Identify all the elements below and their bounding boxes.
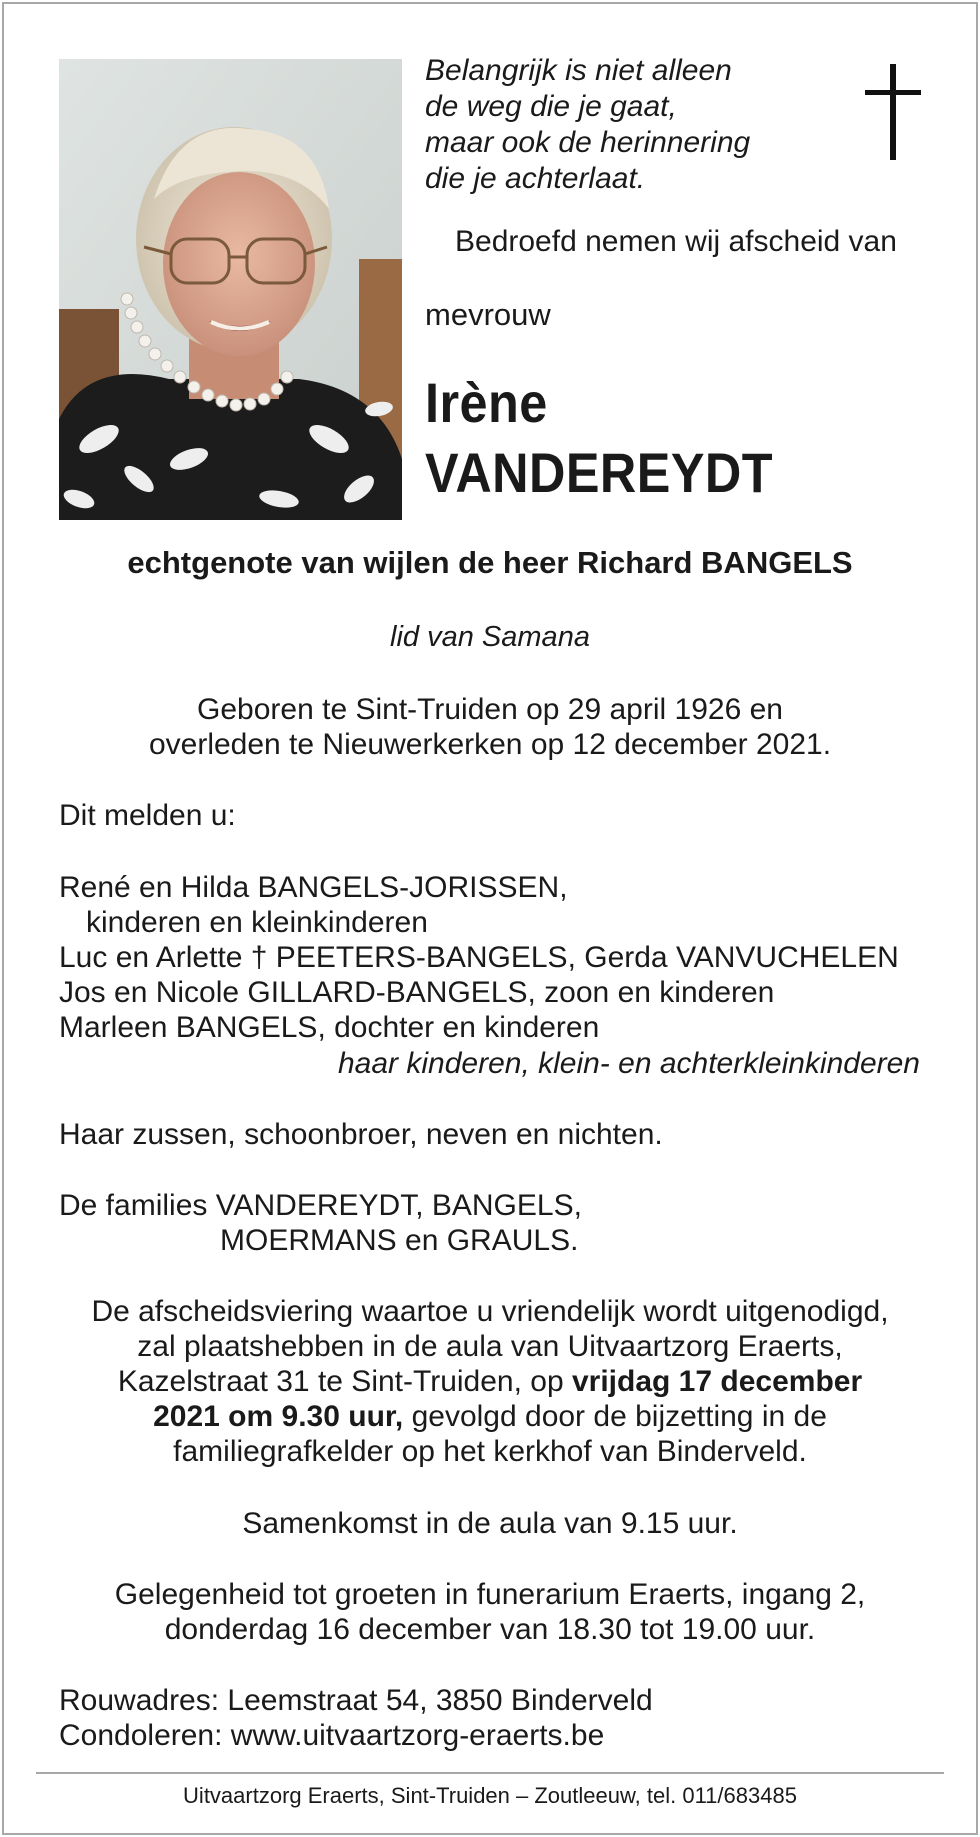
visitation-line: Gelegenheid tot groeten in funerarium Eraerts, ingang 2, <box>114 1578 866 1611</box>
family-line: Jos en Nicole GILLARD-BANGELS, zoon en kinderen <box>59 976 775 1009</box>
deceased-first-name: Irène <box>425 371 548 434</box>
service-date: vrijdag 17 december <box>571 1365 863 1398</box>
announce-header: Dit melden u: <box>59 799 236 832</box>
title-text: mevrouw <box>425 297 551 332</box>
memorial-poem <box>425 53 750 197</box>
deceased-last-name: VANDEREYDT <box>425 441 774 504</box>
families-line: De families VANDEREYDT, BANGELS, <box>59 1189 582 1222</box>
poem-line: Belangrijk is niet alleen <box>425 54 732 87</box>
gathering-line: Samenkomst in de aula van 9.15 uur. <box>242 1507 738 1540</box>
service-line: zal plaatshebben in de aula van Uitvaartzorg Eraerts, <box>137 1330 843 1363</box>
footer-divider <box>36 1772 944 1774</box>
spouse-line: echtgenote van wijlen de heer Richard BANGELS <box>127 545 853 580</box>
birth-line: Geboren te Sint-Truiden op 29 april 1926 en <box>197 693 783 726</box>
condolence-website[interactable]: Condoleren: www.uitvaartzorg-eraerts.be <box>59 1719 605 1752</box>
portrait-photo <box>59 59 402 520</box>
membership: lid van Samana <box>390 621 590 653</box>
siblings-line: Haar zussen, schoonbroer, neven en nichten. <box>59 1118 663 1151</box>
family-line: Marleen BANGELS, dochter en kinderen <box>59 1011 600 1044</box>
intro-text: Bedroefd nemen wij afscheid van <box>455 225 897 258</box>
cross-icon <box>865 64 921 160</box>
service-line <box>0 1400 980 1434</box>
mourning-address: Rouwadres: Leemstraat 54, 3850 Binderveld <box>59 1684 653 1717</box>
service-text: gevolgd door de bijzetting in de <box>403 1400 827 1433</box>
service-time: 2021 om 9.30 uur, <box>153 1400 404 1433</box>
poem-line: die je achterlaat. <box>425 162 646 195</box>
family-line: kinderen en kleinkinderen <box>86 906 428 939</box>
visitation-line: donderdag 16 december van 18.30 tot 19.00 uur. <box>164 1613 816 1646</box>
service-line: De afscheidsviering waartoe u vriendelijk wordt uitgenodigd, <box>91 1295 889 1328</box>
family-line: haar kinderen, klein- en achterkleinkinderen <box>337 1047 920 1080</box>
service-text: Kazelstraat 31 te Sint-Truiden, op <box>117 1365 572 1398</box>
family-line: René en Hilda BANGELS-JORISSEN, <box>59 871 568 904</box>
family-line: Luc en Arlette † PEETERS-BANGELS, Gerda VANVUCHELEN <box>59 941 899 974</box>
death-line: overleden te Nieuwerkerken op 12 december 2021. <box>148 728 832 761</box>
poem-line: de weg die je gaat, <box>425 90 677 123</box>
service-line <box>0 1365 980 1399</box>
funeral-home-footer: Uitvaartzorg Eraerts, Sint-Truiden – Zoutleeuw, tel. 011/683485 <box>183 1783 797 1808</box>
families-line: MOERMANS en GRAULS. <box>220 1224 579 1257</box>
poem-line: maar ook de herinnering <box>425 126 751 159</box>
service-line: familiegrafkelder op het kerkhof van Binderveld. <box>173 1435 807 1468</box>
